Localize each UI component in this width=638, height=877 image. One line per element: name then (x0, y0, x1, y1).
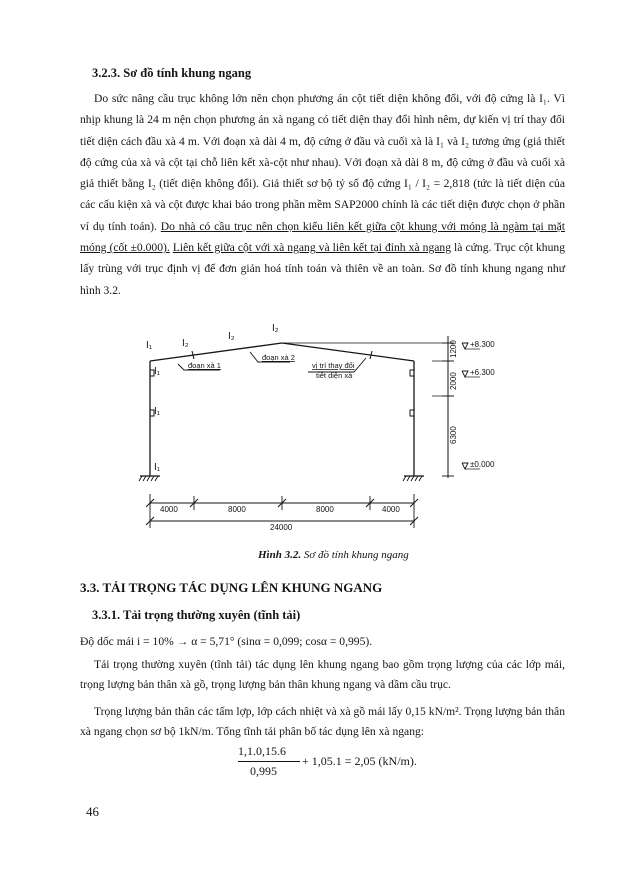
label-I1-col-mid: I₁ (154, 406, 161, 417)
page-number: 46 (86, 804, 99, 819)
label-I2-left: I₂ (182, 338, 189, 349)
elev-6300: +6.300 (470, 368, 495, 377)
label-vi-tri: vị trí thay đổi (312, 361, 355, 370)
para-underlined-joints: Liên kết giữa cột với xà ngang và liên kết tại đỉnh xà ngang (172, 241, 451, 255)
span-8000-b: 8000 (316, 505, 334, 514)
figure-caption-number: Hình 3.2. (258, 549, 302, 561)
figure-caption (258, 549, 409, 561)
label-I1-col-top: I₁ (154, 366, 161, 377)
support-hatch (139, 476, 422, 481)
dead-load-paragraph: Tải trọng thường xuyên (tĩnh tải) tác dụng lên khung ngang bao gồm trọng lượng của các lớp mái, trọng lượng bản thân xà gồ, trọng lượng bản thân khung ngang và dầm cầu trục. (80, 658, 565, 691)
elev-marker-6300 (462, 371, 468, 377)
figure-caption-text: Sơ đồ tính khung ngang (301, 549, 409, 561)
label-I2-top: I₂ (272, 323, 279, 334)
dim-2000: 2000 (449, 372, 458, 390)
roof-weight-paragraph: Trọng lượng bản thân các tấm lợp, lớp cách nhiệt và xà gồ mái lấy 0,15 kN/m². Trọng lượng bản thân xà ngang chọn sơ bộ 1kN/m. Tổng tĩnh tải phân bố tác dụng lên xà ngang: (80, 705, 565, 738)
slope-line: Độ dốc mái i = 10% → α = 5,71° (sinα = 0,099; cosα = 0,995). (80, 635, 373, 648)
section-heading-33: 3.3. TẢI TRỌNG TÁC DỤNG LÊN KHUNG NGANG (80, 580, 383, 595)
formula-result: + 1,05.1 = 2,05 (kN/m). (302, 754, 417, 768)
span-4000-b: 4000 (382, 505, 400, 514)
span-4000-a: 4000 (160, 505, 178, 514)
label-I2-mid: I₂ (228, 331, 235, 342)
formula-fraction-bar (238, 761, 300, 762)
label-doan-xa-1: đoạn xà 1 (188, 361, 221, 370)
right-rafter (282, 343, 414, 361)
formula-numerator: 1,1.0,15.6 (238, 744, 286, 758)
dim-1200: 1200 (449, 340, 458, 358)
para-text-tail: là cứng. Trục cột khung lấy trùng với trục định vị để đơn giản hoá tính toán và thiên về an toàn. Sơ đồ tính khung ngang như hình 3.2. (80, 241, 565, 297)
elev-marker-8300 (462, 343, 468, 349)
label-tiet-dien-xa: tiết diện xà (316, 371, 353, 380)
span-8000-a: 8000 (228, 505, 246, 514)
section-heading-323: 3.2.3. Sơ đồ tính khung ngang (92, 66, 252, 80)
para-text-main: Do sức nâng cầu trục không lớn nên chọn phương án cột tiết diện không đổi, với độ cứng là I₁. Vì nhịp khung là 24 m nện chọn phương án xà ngang có tiết diện thay đổi hình nêm, dự kiến vị trí thay đổi tiết diện cách đầu xà 4 m. Với đoạn xà dài 4 m, độ cứng ở đầu và cuối xà là I₁ và I₂ tương ứng (giả thiết độ cứng của xà và cột tại chỗ liên kết xà-cột như nhau). Với đoạn xà dài 8 m, độ cứng ở đầu và cuối xà giả thiết bằng I₂ (tiết diện không đổi). Giả thiết sơ bộ tỷ số độ cứng I₁ / I₂ = 2,818 (tức là tiết diện của các cấu kiện xà và cột được khai báo trong phần mềm SAP2000 chính là các tiết diện được chọn ở phần ví dụ tính toán). (80, 92, 565, 233)
elev-8300: +8.300 (470, 340, 495, 349)
label-I1-top: I₁ (146, 340, 153, 351)
para-underlined-foundation: Do nhà có cầu trục nên chọn kiểu liên kết giữa cột khung với móng là ngàm tại mặt móng (cốt ±0.000). (80, 219, 565, 255)
dim-6300: 6300 (449, 426, 458, 444)
label-doan-xa-2: đoạn xà 2 (262, 353, 295, 362)
span-total: 24000 (270, 523, 293, 532)
frame-diagram (132, 318, 512, 544)
section-323-paragraph (80, 88, 565, 301)
formula-denominator: 0,995 (250, 764, 277, 778)
label-I1-col-bot: I₁ (154, 462, 161, 473)
elev-0: ±0.000 (470, 460, 495, 469)
section-heading-331: 3.3.1. Tải trọng thường xuyên (tĩnh tải) (92, 608, 301, 622)
elev-marker-0 (462, 463, 468, 469)
